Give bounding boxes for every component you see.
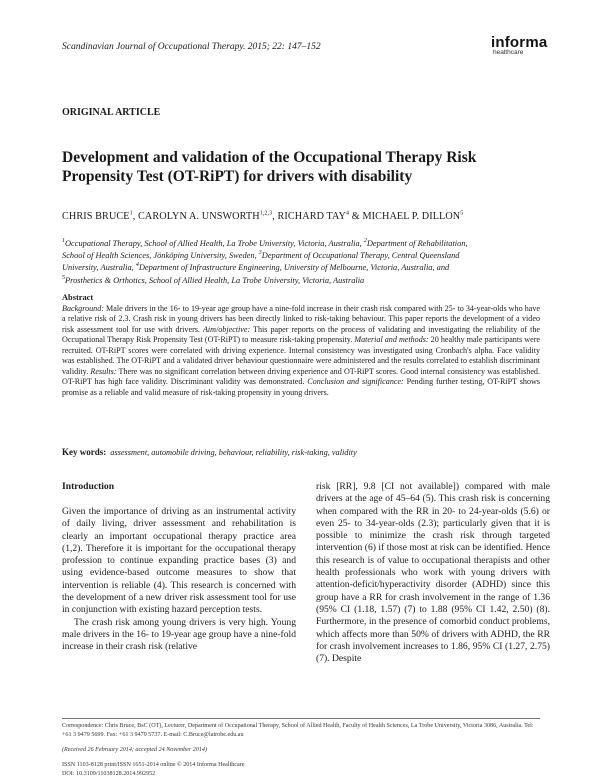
- abstract-label: Background:: [62, 303, 104, 313]
- author-separator: &: [349, 211, 363, 222]
- affiliation-text: School of Health Sciences, Jönköping University, Sweden,: [62, 251, 259, 261]
- abstract-text: Pending further testing, OT-RiPT shows promise as a reliable and valid measure of risk-taking propensity in young drivers.: [62, 377, 540, 397]
- section-heading-introduction: Introduction: [62, 481, 115, 492]
- abstract-text: Male drivers in the 16- to 19-year age group have a nine-fold increase in their crash risk compared with 25- to 34-year-olds who have a relative risk of 2.3. Crash risk in young drivers has been directly linked to risk-taking behaviour. This paper reports the development of a video risk assessment tool for use with drivers.: [62, 303, 540, 334]
- keywords: [62, 447, 540, 457]
- affiliation-text: Department of Rehabilitation,: [366, 239, 468, 248]
- affil-marker: 3: [258, 250, 262, 257]
- affiliation-line: [62, 250, 542, 262]
- article-title: [62, 148, 502, 186]
- author-list: [62, 211, 542, 222]
- affiliation-line: [62, 275, 542, 287]
- body-column-left: [62, 506, 296, 654]
- title-line: Development and validation of the Occupational Therapy Risk: [62, 149, 477, 166]
- keywords-label: Key words:: [62, 447, 107, 457]
- affil-marker: 2: [363, 238, 367, 245]
- publisher-logo-text: informa: [491, 34, 548, 51]
- body-paragraph: Given the importance of driving as an instrumental activity of daily living, driver assessment and rehabilitation is clearly an important occupational therapy practice area (1,2). Therefore it is important for the occupational therapy profession to continue expanding practice bases (3) and using evidence-based outcome measures to show that intervention is reliable (4). This research is concerned with the development of a new driver risk assessment tool for use in conjunction with existing hazard perception tests.: [62, 506, 296, 616]
- affiliation-text: University, Australia,: [62, 263, 136, 273]
- affiliations: [62, 238, 542, 287]
- issn-doi-block: [62, 761, 244, 778]
- article-type: ORIGINAL ARTICLE: [62, 107, 161, 118]
- affiliation-text: Occupational Therapy, School of Allied Health, La Trobe University, Victoria, Australia,: [65, 239, 364, 248]
- abstract-body: [62, 304, 540, 399]
- abstract: [62, 293, 540, 398]
- abstract-label: Aim/objective:: [202, 324, 251, 334]
- body-column-right: [316, 481, 550, 665]
- publisher-logo-subtext: healthcare: [493, 49, 524, 56]
- abstract-text: This paper reports on the process of validating and investigating the reliability of the Occupational Therapy Risk Propensity Test (OT-RiPT) to measure risk-taking propensity.: [62, 324, 540, 344]
- author-name: CHRIS BRUCE: [62, 211, 130, 222]
- body-paragraph: The crash risk among young drivers is very high. Young male drivers in the 16- to 19-year age group have a nine-fold increase in their crash risk (relative: [62, 616, 296, 653]
- affiliation-line: [62, 262, 542, 274]
- correspondence-note: Correspondence: Chris Bruce, BsC (OT), Lecturer, Department of Occupational Therapy, School of Allied Health, Faculty of Health Sciences, La Trobe University, Victoria 3086, Australia. Tel: +61 3 9479 5699. Fax: +61 3 9479 5737. E-mail: C.Bruce@latrobe.edu.au: [62, 723, 534, 738]
- author-name: MICHAEL P. DILLON: [362, 211, 461, 222]
- affil-marker: 1: [62, 238, 65, 245]
- publisher-logo: [491, 34, 547, 56]
- author-affil-ref: 5: [460, 210, 464, 217]
- author-affil-ref: 1: [129, 210, 133, 217]
- doi-line: DOI: 10.3109/11038128.2014.992952: [62, 770, 156, 777]
- received-dates: (Received 26 February 2014; accepted 24 November 2014): [62, 747, 208, 753]
- affiliation-text: Department of Infrastructure Engineering, University of Melbourne, Victoria, Australia, and: [138, 263, 450, 273]
- abstract-heading: Abstract: [62, 293, 94, 302]
- author-affil-ref: 4: [346, 210, 350, 217]
- abstract-label: Material and methods:: [354, 335, 429, 344]
- affil-marker: 4: [135, 262, 139, 269]
- abstract-label: Conclusion and significance:: [307, 377, 404, 386]
- affiliation-text: Department of Occupational Therapy, Central Queensland: [261, 251, 460, 261]
- footnote-divider: [62, 718, 540, 719]
- abstract-text: There was no significant correlation between driving experience and OT-RiPT scores. Good internal consistency was established. OT-RiPT has high face validity. Discriminant validity was demonstrated.: [62, 366, 540, 386]
- author-separator: ,: [132, 211, 139, 222]
- affiliation-line: [62, 238, 542, 250]
- author-affil-ref: 1,2,3: [259, 210, 273, 217]
- affiliation-text: Prosthetics & Orthotics, School of Allied Health, La Trobe University, Victoria, Australia: [65, 275, 365, 285]
- author-name: RICHARD TAY: [277, 211, 346, 222]
- keywords-text: assessment, automobile driving, behaviour, reliability, risk-taking, validity: [110, 448, 357, 457]
- author-separator: ,: [272, 211, 278, 222]
- journal-citation: Scandinavian Journal of Occupational Therapy. 2015; 22: 147–152: [62, 42, 321, 52]
- abstract-text: 20 healthy male participants were recruited. OT-RiPT scores were correlated with driving experience. Internal consistency was investigated using Cronbach's alpha. Face validity was established. The OT-RiPT and a validated driver behaviour questionnaire were administered and the results correlated to establish discriminant validity.: [62, 335, 541, 376]
- body-paragraph: risk [RR], 9.8 [CI not available]) compared with male drivers at the age of 45–64 (5). This crash risk is concerning when compared with the RR in 20- to 24-year-olds (5.6) or even 25- to 34-year-olds (2.3); particularly given that it is possible to minimize the crash risk through targeted intervention (6) if those most at risk can be identified. Hence this research is of value to occupational therapists and other health professionals who work with young drivers with attention-deficit/hyperactivity disorder (ADHD) since this group have a RR for crash involvement in the range of 1.36 (95% CI (1.18, 1.57) (7) to 1.88 (95% CI 1.42, 2.50) (8). Furthermore, in the presence of comorbid conduct problems, which affects more than 50% of drivers with ADHD, the RR for crash involvement increases to 1.86, 95% CI (1.27, 2.75) (7). Despite: [316, 481, 550, 665]
- title-line: Propensity Test (OT-RiPT) for drivers with disability: [62, 168, 413, 185]
- author-name: CAROLYN A. UNSWORTH: [138, 211, 260, 222]
- abstract-label: Results:: [90, 366, 117, 376]
- issn-line: ISSN 1103-8128 print/ISSN 1651-2014 online © 2014 Informa Healthcare: [62, 762, 245, 768]
- affil-marker: 5: [62, 274, 65, 281]
